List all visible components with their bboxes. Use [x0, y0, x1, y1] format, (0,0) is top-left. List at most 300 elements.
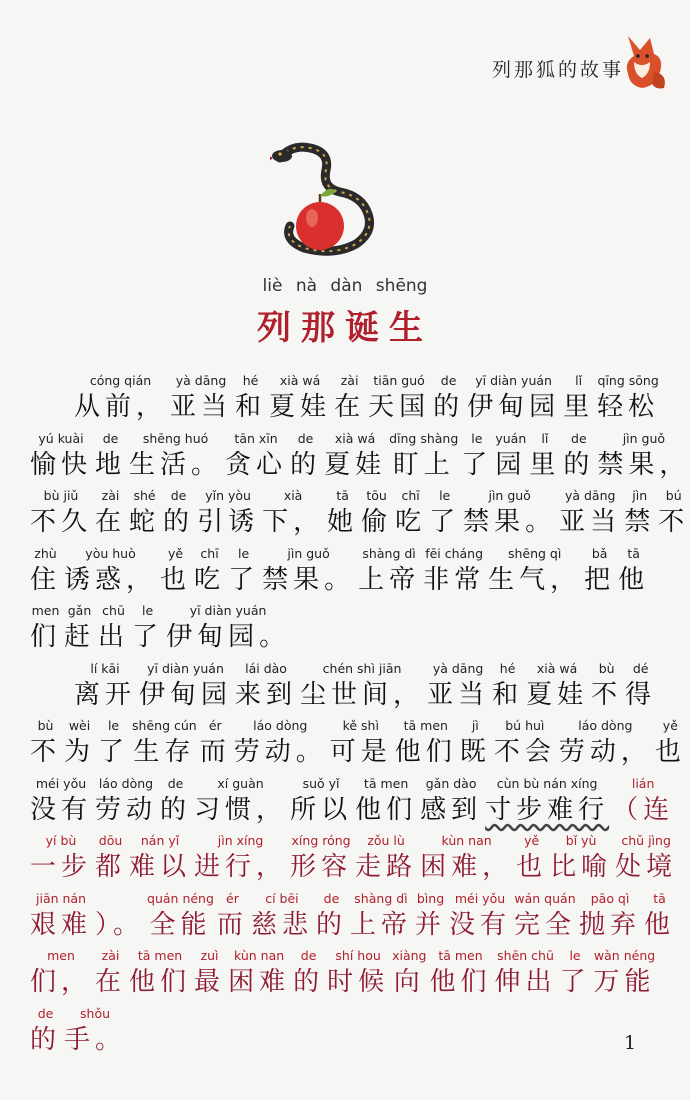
pinyin: tān xīn: [234, 430, 278, 446]
ruby-word: [395, 486, 426, 539]
hanzi: 所以: [290, 794, 353, 825]
hanzi: 都: [95, 852, 127, 882]
ruby-word: [95, 429, 126, 482]
hanzi: 地: [95, 449, 127, 480]
hanzi: 引诱: [197, 507, 260, 537]
ruby-word: [160, 544, 191, 597]
pinyin: chǔ jìng: [621, 833, 671, 848]
ruby-word: [492, 659, 523, 712]
hanzi: 园: [495, 449, 527, 480]
ruby-word: [449, 889, 511, 942]
ruby-word: [235, 371, 266, 424]
ruby-word: [64, 716, 95, 769]
hanzi: 生气，: [488, 564, 582, 595]
pinyin: lái dào: [245, 660, 287, 676]
hanzi: 比喻: [550, 852, 613, 882]
pinyin: tā men: [137, 948, 183, 963]
pinyin: xià: [283, 488, 303, 503]
ruby-word: [559, 716, 652, 769]
pinyin: gǎn dào: [425, 775, 477, 791]
ruby-word: [526, 659, 588, 712]
pinyin: yī diàn yuán: [147, 660, 224, 676]
ruby-word: [74, 371, 167, 424]
hanzi: 亚当: [170, 392, 233, 422]
ruby-word: [350, 889, 412, 942]
pinyin: kùn nan: [441, 833, 492, 848]
pinyin: tā men: [438, 948, 483, 963]
text-line: [30, 656, 670, 712]
hanzi: 和: [235, 392, 267, 422]
hanzi: 的: [433, 392, 465, 422]
hanzi: 抛弃: [579, 909, 642, 940]
hanzi: 夏娃: [324, 449, 387, 480]
pinyin: xiàng: [392, 948, 427, 963]
hanzi: 伊甸园。: [166, 622, 291, 652]
pinyin: dé: [632, 660, 649, 676]
hanzi: 而: [216, 909, 248, 940]
pinyin: yú kuài: [38, 430, 84, 446]
hanzi: 形容: [290, 852, 353, 882]
pinyin: shàng dì: [354, 890, 408, 906]
ruby-word: [293, 946, 324, 999]
ruby-word: [330, 716, 392, 769]
pinyin: xià wá: [334, 430, 376, 446]
ruby-word: [30, 544, 61, 597]
hanzi: 了: [132, 622, 164, 652]
hanzi: ）。: [95, 909, 145, 940]
ruby-word: [625, 659, 656, 712]
pinyin: méi yǒu: [35, 775, 87, 791]
pinyin: dōu: [98, 833, 123, 848]
chapter-title-pinyin: liè nà dàn shēng: [262, 276, 428, 296]
pinyin: yǐn yòu: [205, 488, 251, 503]
pinyin: wàn néng: [593, 948, 656, 963]
pinyin: le: [569, 948, 581, 963]
pinyin: lǐ: [541, 430, 549, 446]
ruby-word: [395, 716, 457, 769]
ruby-word: [30, 774, 92, 827]
pinyin: shēng huó: [142, 430, 209, 446]
ruby-word: [460, 716, 491, 769]
hanzi: 伊甸园: [139, 679, 233, 710]
hanzi: 来到: [235, 679, 298, 710]
ruby-word: [415, 889, 446, 942]
ruby-word: [429, 486, 460, 539]
text-line: [30, 541, 670, 597]
ruby-word: [514, 889, 576, 942]
ruby-word: [420, 831, 513, 884]
ruby-word: [217, 889, 248, 942]
pinyin: tōu: [366, 488, 387, 503]
pinyin: de: [440, 373, 457, 388]
ruby-word: [658, 486, 689, 539]
ruby-word: [30, 1004, 61, 1057]
hanzi: 吃: [395, 507, 427, 537]
ruby-word: [618, 544, 649, 597]
pinyin: láo dòng: [98, 775, 154, 791]
ruby-word: [290, 831, 352, 884]
hanzi: 诱惑，: [64, 564, 158, 595]
ruby-word: [235, 659, 297, 712]
pinyin: bù jiǔ: [43, 488, 79, 503]
text-line: [30, 713, 686, 769]
hanzi: 完全: [514, 909, 577, 940]
hanzi: 也: [654, 737, 686, 767]
ruby-word: [327, 486, 358, 539]
hanzi: 伊甸园: [467, 392, 561, 422]
snake-apple-illustration: [270, 130, 400, 260]
pinyin: yī diàn yuán: [189, 603, 267, 618]
pinyin: fēi cháng: [425, 545, 484, 561]
ruby-word: [95, 889, 144, 942]
pinyin: yī diàn yuán: [475, 373, 552, 388]
ruby-word: [495, 429, 526, 482]
hanzi: 了: [98, 737, 130, 767]
pinyin: de: [102, 430, 119, 446]
ruby-word: [95, 486, 126, 539]
pinyin: zuì: [200, 948, 219, 963]
ruby-word: [30, 716, 61, 769]
ruby-word: [597, 371, 659, 424]
hanzi: 的: [290, 449, 322, 480]
ruby-word: [30, 601, 61, 654]
hanzi: 愉快: [30, 449, 93, 480]
ruby-word: [30, 429, 92, 482]
pinyin: de: [571, 430, 587, 446]
ruby-word: [129, 946, 191, 999]
pinyin: bú: [665, 488, 682, 503]
hanzi: 出: [98, 622, 130, 652]
pinyin: xià wá: [279, 373, 321, 388]
ruby-word: [269, 371, 331, 424]
ruby-word: [30, 946, 92, 999]
hanzi: 贪心: [225, 449, 288, 480]
ruby-word: [129, 831, 191, 884]
hanzi: 寸步难行: [485, 794, 610, 825]
ruby-word: [563, 429, 594, 482]
hanzi: 盯上: [392, 449, 455, 480]
pinyin: tā: [653, 890, 666, 906]
hanzi: 赶: [64, 622, 96, 652]
pinyin: gǎn: [67, 603, 92, 618]
hanzi: 可是: [329, 737, 392, 767]
pinyin: kùn nan: [233, 948, 285, 963]
hanzi: 里: [529, 449, 561, 480]
hanzi: 在: [334, 392, 366, 422]
ruby-word: [461, 429, 492, 482]
hanzi: 不会: [493, 737, 556, 767]
pinyin: chī: [200, 545, 219, 561]
pinyin: yě: [524, 833, 540, 848]
hanzi: 最: [194, 967, 226, 997]
ruby-word: [30, 486, 92, 539]
ruby-word: [355, 831, 417, 884]
hanzi: （连: [612, 794, 675, 825]
pinyin: le: [107, 718, 120, 733]
hanzi: 为: [64, 737, 96, 767]
hanzi: 把: [584, 564, 616, 595]
hanzi: 并: [414, 909, 446, 940]
hanzi: 蛇: [129, 507, 161, 537]
hanzi: 时候: [327, 967, 390, 997]
ruby-word: [563, 371, 594, 424]
ruby-word: [591, 659, 622, 712]
hanzi: 而: [199, 737, 231, 767]
pinyin: tā men: [363, 775, 409, 791]
ruby-word: [316, 889, 347, 942]
pinyin: chī: [401, 488, 420, 503]
pinyin: men: [31, 603, 60, 618]
pinyin: shǒu: [80, 1005, 111, 1021]
ruby-word: [170, 371, 232, 424]
pinyin: jìn guǒ: [488, 488, 531, 503]
hanzi: 不久: [30, 507, 93, 537]
ruby-word: [147, 889, 214, 942]
hanzi: 得: [625, 679, 657, 710]
hanzi: 的: [563, 449, 595, 480]
text-line: [30, 483, 690, 539]
pinyin: xí guàn: [217, 775, 264, 791]
pinyin: le: [471, 430, 483, 446]
pinyin: jìn guǒ: [287, 545, 330, 561]
pinyin: pāo qì: [590, 890, 630, 906]
hanzi: 里: [563, 392, 595, 422]
pinyin: yà dāng: [564, 488, 616, 503]
pinyin: jìn guǒ: [622, 430, 666, 446]
hanzi: 禁果，: [597, 449, 690, 480]
hanzi: 一步: [30, 852, 93, 882]
ruby-word: [612, 774, 674, 827]
ruby-word: [30, 831, 92, 884]
hanzi: 们，: [30, 967, 93, 997]
story-body: [30, 368, 690, 1058]
hanzi: 也: [160, 564, 192, 595]
hanzi: 在: [95, 507, 127, 537]
pinyin: láo dòng: [253, 718, 308, 733]
hanzi: 吃: [194, 564, 226, 595]
ruby-word: [324, 429, 386, 482]
ruby-word: [327, 946, 389, 999]
hanzi: 了: [559, 967, 591, 997]
pinyin: lǐ: [575, 373, 583, 388]
pinyin: yě: [167, 545, 184, 561]
pinyin: bǎ: [591, 545, 608, 561]
hanzi: 的: [315, 909, 347, 940]
hanzi: 了: [228, 564, 260, 595]
hanzi: 偷: [361, 507, 393, 537]
pinyin: shēng cún: [132, 718, 197, 733]
hanzi: 困难，: [420, 852, 514, 882]
pinyin: xíng róng: [291, 833, 351, 848]
pinyin: bù: [598, 660, 615, 676]
text-line: [30, 943, 670, 999]
hanzi: 的: [163, 507, 195, 537]
hanzi: 亚当: [427, 679, 490, 710]
hanzi: 生存: [133, 737, 196, 767]
pinyin: bìng: [416, 890, 445, 906]
ruby-word: [30, 889, 92, 942]
pinyin: lián: [631, 775, 655, 791]
pinyin: shàng dì: [362, 545, 416, 561]
ruby-word: [430, 946, 492, 999]
ruby-word: [361, 486, 392, 539]
page-number: 1: [624, 1032, 637, 1054]
pinyin: ér: [208, 718, 222, 733]
ruby-word: [494, 716, 556, 769]
pinyin: bù: [37, 718, 54, 733]
pinyin: zhù: [34, 545, 57, 561]
ruby-word: [368, 371, 430, 424]
hanzi: 住: [30, 564, 62, 595]
pinyin: jì: [471, 718, 479, 733]
hanzi: 他: [644, 909, 676, 940]
hanzi: 不: [658, 507, 690, 537]
pinyin: dīng shàng: [389, 430, 459, 446]
hanzi: 亚当: [559, 507, 622, 537]
ruby-word: [516, 831, 547, 884]
pinyin: quán néng: [147, 890, 214, 906]
pinyin: jìn xíng: [217, 833, 264, 848]
hanzi: 走路: [355, 852, 418, 882]
hanzi: 了: [461, 449, 493, 480]
pinyin: zǒu lù: [367, 833, 405, 848]
ruby-word: [463, 486, 556, 539]
ruby-word: [95, 946, 126, 999]
ruby-word: [74, 659, 136, 712]
hanzi: 他们: [429, 967, 492, 997]
pinyin: de: [323, 890, 340, 906]
hanzi: 和: [492, 679, 524, 710]
pinyin: shēn chū: [497, 948, 554, 963]
pinyin: zài: [340, 373, 359, 388]
hanzi: 全能: [149, 909, 212, 940]
hanzi: 在: [95, 967, 127, 997]
hanzi: 没有: [449, 909, 512, 940]
running-header: 列那狐的故事: [492, 59, 625, 81]
hanzi: 她: [327, 507, 359, 537]
ruby-word: [194, 544, 225, 597]
pinyin: tiān guó: [373, 373, 425, 388]
pinyin: jìn: [632, 488, 648, 503]
ruby-word: [467, 371, 560, 424]
pinyin: cí bēi: [265, 890, 299, 906]
hanzi: 了: [429, 507, 461, 537]
hanzi: 禁果。: [262, 564, 356, 595]
pinyin: wán quán: [514, 890, 576, 906]
pinyin: chū: [102, 603, 125, 618]
ruby-word: [129, 429, 222, 482]
pinyin: cùn bù nán xíng: [496, 775, 598, 791]
ruby-word: [98, 601, 129, 654]
pinyin: tā men: [403, 718, 448, 733]
hanzi: 他们: [355, 794, 418, 825]
ruby-word: [358, 544, 420, 597]
pinyin: le: [439, 488, 451, 503]
hanzi: 上帝: [358, 564, 421, 595]
ruby-word: [95, 774, 157, 827]
pinyin: zài: [101, 948, 120, 963]
hanzi: 离开: [74, 679, 137, 710]
ruby-word: [129, 486, 160, 539]
pinyin: le: [141, 603, 154, 618]
pinyin: jiān nán: [36, 890, 87, 906]
hanzi: 劳动。: [233, 737, 327, 767]
pinyin: yòu huò: [85, 545, 136, 561]
ruby-word: [559, 486, 621, 539]
hanzi: 夏娃: [526, 679, 589, 710]
ruby-word: [423, 544, 485, 597]
hanzi: 他们: [129, 967, 192, 997]
ruby-word: [300, 659, 424, 712]
pinyin: men: [47, 948, 75, 963]
hanzi: 上帝: [349, 909, 412, 940]
ruby-word: [485, 774, 609, 827]
ruby-word: [95, 831, 126, 884]
hanzi: 艰难: [30, 909, 93, 940]
hanzi: 天国: [368, 392, 431, 422]
hanzi: 难以: [129, 852, 192, 882]
ruby-word: [194, 831, 287, 884]
ruby-word: [594, 946, 656, 999]
ruby-word: [584, 544, 615, 597]
fox-icon: [620, 28, 668, 92]
text-line: [30, 598, 670, 654]
ruby-word: [228, 946, 290, 999]
ruby-word: [334, 371, 365, 424]
text-line: [30, 886, 676, 942]
ruby-word: [132, 601, 163, 654]
pinyin: tā: [627, 545, 640, 561]
hanzi: 尘世间，: [300, 679, 425, 710]
pinyin: yà dāng: [432, 660, 484, 676]
hanzi: 处境: [615, 852, 678, 882]
hanzi: 万能: [593, 967, 656, 997]
pinyin: zài: [101, 488, 120, 503]
pinyin: tā: [336, 488, 349, 503]
ruby-word: [615, 831, 677, 884]
pinyin: shé: [133, 488, 156, 503]
ruby-word: [427, 659, 489, 712]
pinyin: wèi: [68, 718, 91, 733]
ruby-word: [262, 544, 355, 597]
hanzi: 下，: [262, 507, 325, 537]
hanzi: 也: [516, 852, 548, 882]
ruby-word: [624, 486, 655, 539]
ruby-word: [64, 601, 95, 654]
ruby-word: [433, 371, 464, 424]
pinyin: shēng qì: [507, 545, 562, 561]
pinyin: de: [170, 488, 187, 503]
hanzi: 向: [393, 967, 425, 997]
hanzi: 轻松: [597, 392, 660, 422]
hanzi: 们: [30, 622, 62, 652]
text-line: [30, 368, 670, 424]
hanzi: 从前，: [74, 392, 168, 422]
text-line: [30, 771, 675, 827]
ruby-word: [225, 429, 287, 482]
hanzi: 非常: [423, 564, 486, 595]
hanzi: 没有: [30, 794, 93, 825]
ruby-word: [163, 486, 194, 539]
hanzi: 习惯，: [194, 794, 288, 825]
hanzi: 伸出: [494, 967, 557, 997]
hanzi: 的: [160, 794, 192, 825]
ruby-word: [251, 889, 313, 942]
hanzi: 他们: [394, 737, 457, 767]
ruby-word: [166, 601, 290, 654]
ruby-word: [197, 486, 259, 539]
ruby-word: [200, 716, 231, 769]
